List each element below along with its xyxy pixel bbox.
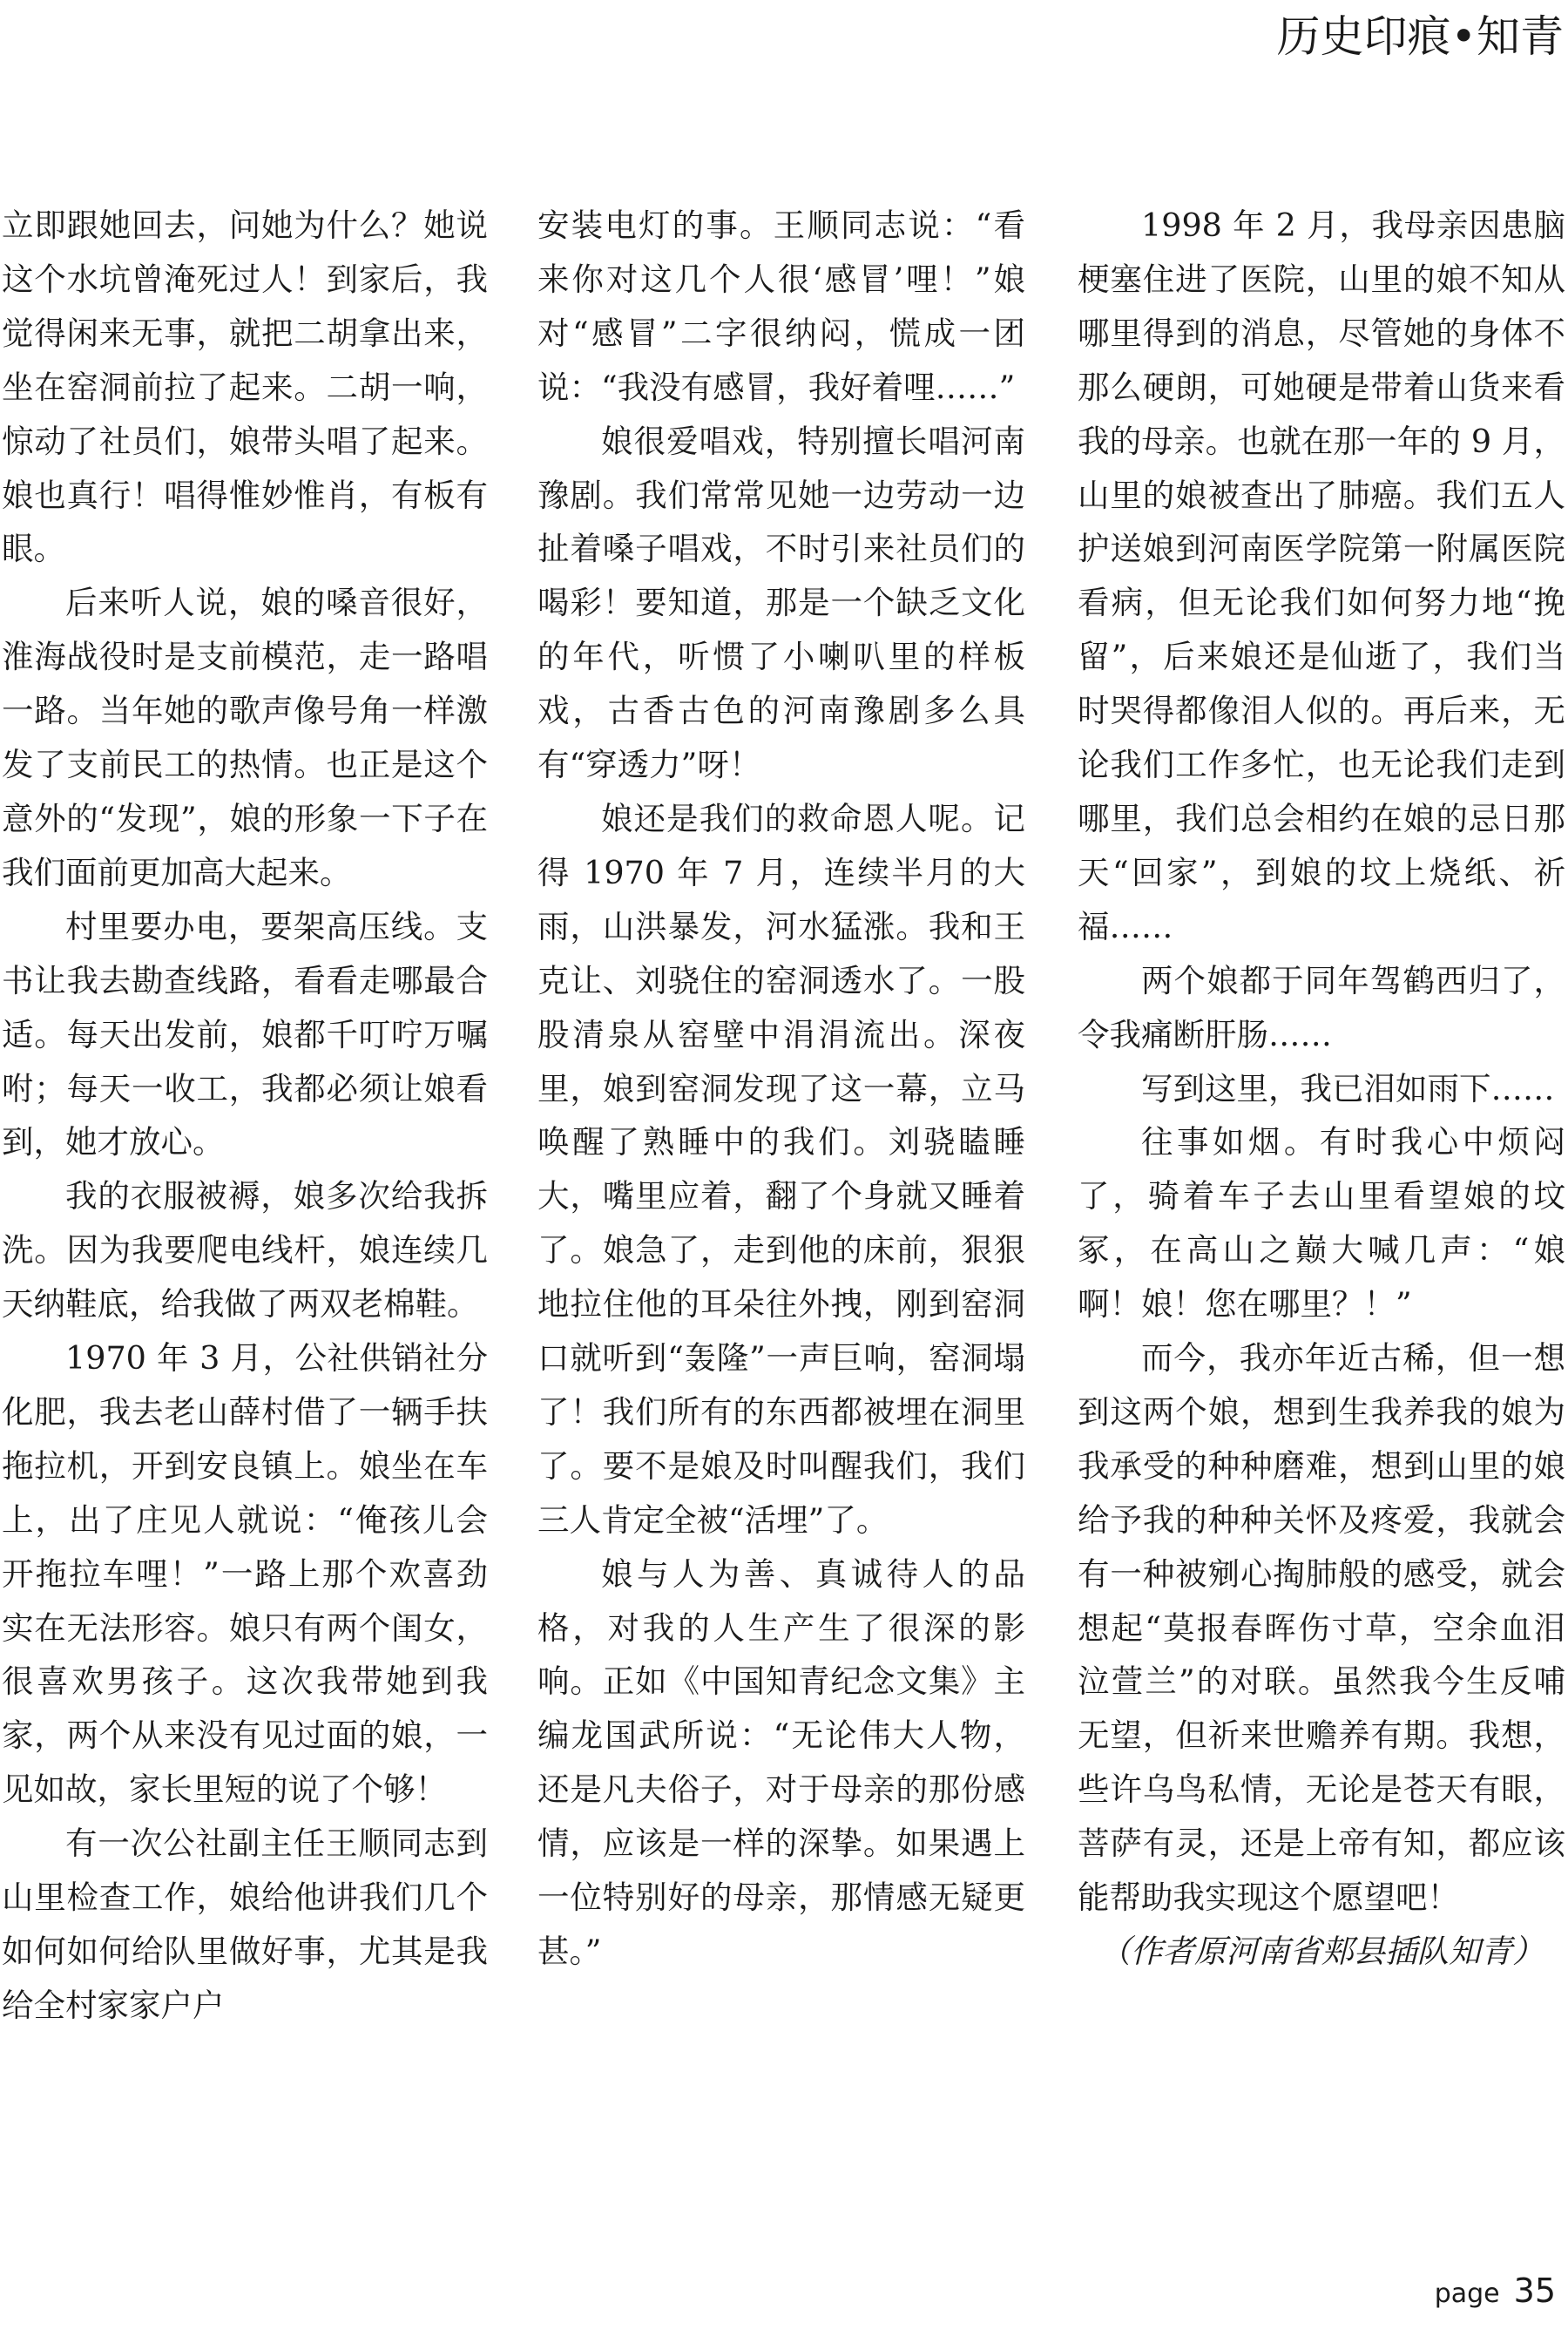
paragraph: 村里要办电，要架高压线。支书让我去勘查线路，看看走哪最合适。每天出发前，娘都千叮咛万嘱咐；每天一收工，我都必须让娘看到，她才放心。	[2, 907, 488, 1161]
paragraph: 两个娘都于同年驾鹤西归了，令我痛断肝肠……	[1078, 961, 1565, 1053]
paragraph: 而今，我亦年近古稀，但一想到这两个娘，想到生我养我的娘为我承受的种种磨难，想到山里的娘给予我的种种关怀及疼爱，我就会有一种被剜心掏肺般的感受，就会想起“莫报春晖伤寸草，空余血泪泣萱兰”的对联。虽然我今生反哺无望，但祈来世赡养有期。我想，些许乌鸟私情，无论是苍天有眼，菩萨有灵，还是上帝有知，都应该能帮助我实现这个愿望吧！	[1078, 1339, 1565, 1917]
text-column-2	[537, 199, 1025, 1979]
paragraph: 后来听人说，娘的嗓音很好，淮海战役时是支前模范，走一路唱一路。当年她的歌声像号角一样激发了支前民工的热情。也正是这个意外的“发现”，娘的形象一下子在我们面前更加高大起来。	[2, 584, 488, 891]
text-column-3	[1078, 199, 1565, 1979]
page-footer	[1435, 2271, 1556, 2310]
paragraph: 娘很爱唱戏，特别擅长唱河南豫剧。我们常常见她一边劳动一边扯着嗓子唱戏，不时引来社员们的喝彩！要知道，那是一个缺乏文化的年代，听惯了小喇叭里的样板戏，古香古色的河南豫剧多么具有“穿透力”呀！	[537, 422, 1025, 784]
page-number: 35	[1513, 2271, 1556, 2310]
paragraph: 写到这里，我已泪如雨下……	[1141, 1069, 1555, 1107]
paragraph: 我的衣服被褥，娘多次给我拆洗。因为我要爬电线杆，娘连续几天纳鞋底，给我做了两双老棉鞋。	[2, 1177, 488, 1324]
paragraph: 1998 年 2 月，我母亲因患脑梗塞住进了医院，山里的娘不知从哪里得到的消息，尽管她的身体不那么硬朗，可她硬是带着山货来看我的母亲。也就在那一年的 9 月，山里的娘被查出了肺癌。我们五人护送娘到河南医学院第一附属医院看病，但无论我们如何努力地“挽留”，后来娘还是仙逝了，我们当时哭得都像泪人似的。再后来，无论我们工作多忙，也无论我们走到哪里，我们总会相约在娘的忌日那天“回家”，到娘的坟上烧纸、祈福……	[1078, 206, 1565, 945]
page-label: page	[1434, 2278, 1500, 2309]
paragraph: 娘还是我们的救命恩人呢。记得 1970 年 7 月，连续半月的大雨，山洪暴发，河水猛涨。我和王克让、刘骁住的窑洞透水了。一股股清泉从窑壁中涓涓流出。深夜里，娘到窑洞发现了这一幕，立马唤醒了熟睡中的我们。刘骁瞌睡大，嘴里应着，翻了个身就又睡着了。娘急了，走到他的床前，狠狠地拉住他的耳朵往外拽，刚到窑洞口就听到“轰隆”一声巨响，窑洞塌了！我们所有的东西都被埋在洞里了。要不是娘及时叫醒我们，我们三人肯定全被“活埋”了。	[537, 799, 1025, 1539]
paragraph: 往事如烟。有时我心中烦闷了，骑着车子去山里看望娘的坟冢，在高山之巅大喊几声：“娘啊！娘！您在哪里？！”	[1078, 1123, 1565, 1324]
paragraph: 安装电灯的事。王顺同志说：“看来你对这几个人很‘感冒’哩！”娘对“感冒”二字很纳闷，慌成一团说：“我没有感冒，我好着哩……”	[537, 206, 1025, 406]
paragraph: 娘与人为善、真诚待人的品格，对我的人生产生了很深的影响。正如《中国知青纪念文集》主编龙国武所说：“无论伟大人物，还是凡夫俗子，对于母亲的那份感情，应该是一样的深挚。如果遇上一位特别好的母亲，那情感无疑更甚。”	[537, 1554, 1025, 1970]
author-byline: （作者原河南省郏县插队知青）	[1098, 1933, 1544, 1970]
section-title: 历史印痕•知青	[1276, 11, 1564, 62]
paragraph: 1970 年 3 月，公社供销社分化肥，我去老山薛村借了一辆手扶拖拉机，开到安良镇上。娘坐在车上，出了庄见人就说：“俺孩儿会开拖拉车哩！”一路上那个欢喜劲实在无法形容。娘只有两个闺女，很喜欢男孩子。这次我带她到我家，两个从来没有见过面的娘，一见如故，家长里短的说了个够！	[2, 1339, 488, 1809]
text-column-1	[2, 199, 488, 2033]
page-header	[0, 7, 1568, 72]
paragraph: 立即跟她回去，问她为什么？她说这个水坑曾淹死过人！到家后，我觉得闲来无事，就把二胡拿出来，坐在窑洞前拉了起来。二胡一响，惊动了社员们，娘带头唱了起来。娘也真行！唱得惟妙惟肖，有板有眼。	[2, 206, 488, 568]
paragraph: 有一次公社副主任王顺同志到山里检查工作，娘给他讲我们几个如何如何给队里做好事，尤其是我给全村家家户户	[2, 1825, 488, 2024]
